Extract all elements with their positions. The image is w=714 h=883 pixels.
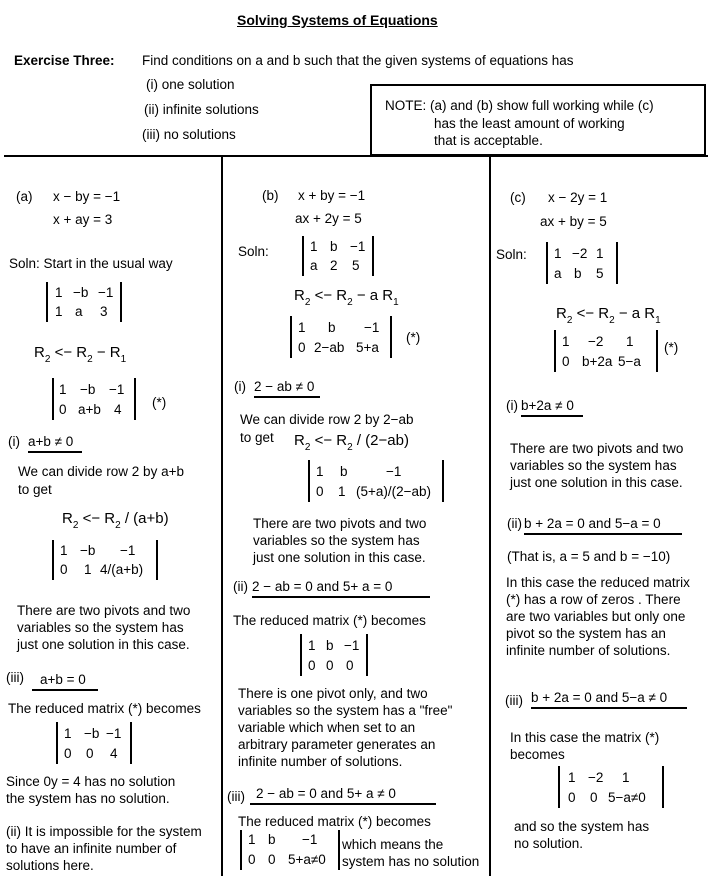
col-c-matrix-augmented: [546, 242, 618, 284]
col-b-eq2: ax + 2y = 5: [295, 211, 362, 226]
matrix-cell: 1: [308, 638, 316, 653]
matrix-cell: −1: [386, 464, 402, 479]
col-c-case1-concl-2: variables so the system has: [510, 458, 677, 473]
matrix-cell: −1: [109, 382, 125, 397]
matrix-cell: 0: [326, 658, 334, 673]
col-b-case2-cond: 2 − ab = 0 and 5+ a = 0: [252, 579, 430, 598]
col-c-case3-concl-2: no solution.: [514, 836, 584, 851]
col-c-case2-concl-3: are two variables but only one: [506, 609, 686, 624]
col-c-case1-concl-1: There are two pivots and two: [510, 441, 684, 456]
matrix-cell: 5−a: [618, 354, 641, 369]
note-line-2: has the least amount of working: [434, 116, 625, 131]
matrix-cell: 0: [248, 852, 256, 867]
matrix-cell: b: [330, 239, 338, 254]
matrix-cell: 5: [596, 266, 604, 281]
matrix-cell: b: [268, 832, 276, 847]
matrix-cell: 1: [59, 382, 67, 397]
header-divider: [4, 155, 708, 157]
col-b-matrix-divided: [308, 460, 444, 502]
matrix-cell: 1: [64, 726, 72, 741]
matrix-cell: −b: [73, 285, 89, 300]
matrix-cell: 5: [352, 258, 360, 273]
matrix-cell: 0: [346, 658, 354, 673]
col-c-star: (*): [664, 340, 679, 355]
matrix-cell: 0: [316, 484, 324, 499]
matrix-cell: 3: [100, 304, 108, 319]
note-line-3: that is acceptable.: [434, 133, 543, 148]
matrix-cell: 1: [55, 285, 63, 300]
matrix-cell: 1: [84, 562, 92, 577]
col-b-case2-concl-1: There is one pivot only, and two: [238, 686, 428, 701]
matrix-cell: 1: [338, 484, 346, 499]
matrix-cell: 0: [268, 852, 276, 867]
col-b-case1-cond: 2 − ab ≠ 0: [254, 379, 320, 398]
col-c-soln: Soln:: [496, 247, 527, 262]
matrix-cell: 4: [114, 402, 122, 417]
matrix-cell: b: [340, 464, 348, 479]
matrix-cell: −1: [350, 239, 366, 254]
col-c-label: (c): [510, 190, 526, 205]
col-b-case3-concl-2: system has no solution: [342, 854, 480, 869]
matrix-cell: b: [326, 638, 334, 653]
col-c-eq2: ax + by = 5: [540, 214, 607, 229]
col-a-matrix-augmented: [46, 282, 122, 322]
matrix-cell: 5+a≠0: [288, 852, 326, 867]
col-c-case2-cond: b + 2a = 0 and 5−a = 0: [524, 516, 682, 535]
col-b-eq1: x + by = −1: [298, 188, 366, 203]
col-b-case1-concl-2: variables so the system has: [253, 533, 420, 548]
col-b-case2-concl-2: variables so the system has a "free": [238, 703, 453, 718]
matrix-cell: 1: [562, 334, 570, 349]
col-a-case3-num: (iii): [6, 670, 24, 685]
column-divider-2: [489, 156, 491, 876]
col-b-case1-text-1: We can divide row 2 by 2−ab: [240, 412, 414, 427]
col-b-matrix-augmented: [302, 236, 374, 276]
condition-no-solutions: (iii) no solutions: [142, 127, 236, 142]
col-b-case1-concl-3: just one solution in this case.: [253, 550, 426, 565]
col-a-matrix-case3: [56, 722, 132, 764]
matrix-cell: b: [328, 320, 336, 335]
matrix-cell: b+2a: [582, 354, 613, 369]
col-a-eq1: x − by = −1: [53, 189, 121, 204]
matrix-cell: 1: [626, 334, 634, 349]
matrix-cell: −2: [588, 770, 604, 785]
matrix-cell: −1: [106, 726, 122, 741]
col-a-label: (a): [16, 189, 33, 204]
col-a-case3-concl-1: Since 0y = 4 has no solution: [6, 774, 176, 789]
col-c-case1-cond: b+2a ≠ 0: [521, 398, 583, 417]
col-c-case3-concl-1: and so the system has: [514, 819, 650, 834]
page-title: Solving Systems of Equations: [237, 12, 438, 28]
matrix-cell: 1: [596, 246, 604, 261]
matrix-cell: 0: [568, 790, 576, 805]
col-c-case2-num: (ii): [507, 516, 522, 531]
matrix-cell: 0: [562, 354, 570, 369]
col-c-case2-concl-4: pivot so the system has an: [506, 626, 666, 641]
matrix-cell: 4/(a+b): [100, 562, 144, 577]
col-b-case2-text: The reduced matrix (*) becomes: [233, 613, 426, 628]
col-b-soln: Soln:: [238, 244, 269, 259]
matrix-cell: 2: [330, 258, 338, 273]
col-b-case2-concl-5: infinite number of solutions.: [238, 754, 403, 769]
col-c-eq1: x − 2y = 1: [548, 190, 608, 205]
matrix-cell: −2: [588, 334, 604, 349]
matrix-cell: −1: [364, 320, 380, 335]
col-c-matrix-reduced: [554, 330, 658, 372]
matrix-cell: 1: [55, 304, 63, 319]
col-b-case2-concl-3: variable which when set to an: [238, 720, 416, 735]
col-b-case1-num: (i): [234, 379, 246, 394]
col-b-label: (b): [262, 188, 279, 203]
col-a-soln: Soln: Start in the usual way: [9, 256, 173, 271]
matrix-cell: 2−ab: [314, 340, 345, 355]
matrix-cell: b: [574, 266, 582, 281]
col-a-case1-concl-3: just one solution in this case.: [17, 637, 190, 652]
col-b-case3-cond: 2 − ab = 0 and 5+ a ≠ 0: [250, 786, 436, 805]
matrix-cell: −b: [80, 382, 96, 397]
matrix-cell: 0: [64, 746, 72, 761]
matrix-cell: 0: [308, 658, 316, 673]
col-c-case2-concl-5: infinite number of solutions.: [506, 643, 671, 658]
col-b-case3-text: The reduced matrix (*) becomes: [238, 814, 431, 829]
col-b-case2-num: (ii): [233, 579, 248, 594]
col-a-case3-cond: a+b = 0: [32, 672, 98, 691]
col-a-case1-concl-1: There are two pivots and two: [17, 603, 191, 618]
col-a-case3-text: The reduced matrix (*) becomes: [8, 701, 201, 716]
matrix-cell: 4: [110, 746, 118, 761]
col-a-row-op-2: $R_2 <- R_2 / (a+b)$: [62, 510, 169, 531]
col-c-case2-concl-1: In this case the reduced matrix: [506, 575, 690, 590]
matrix-cell: 5−a≠0: [608, 790, 646, 805]
col-b-matrix-case2: [300, 634, 368, 676]
col-a-case1-num: (i): [8, 434, 20, 449]
col-c-case2-concl-2: (*) has a row of zeros . There: [506, 592, 681, 607]
col-a-case1-text-2: to get: [18, 482, 52, 497]
matrix-cell: 1: [554, 246, 562, 261]
col-b-row-op-2: $R_2 <- R_2 / (2-ab)$: [294, 432, 409, 453]
col-a-matrix-divided: [52, 540, 158, 580]
col-c-case3-num: (iii): [505, 693, 523, 708]
matrix-cell: 1: [60, 543, 68, 558]
col-c-case3-cond: b + 2a = 0 and 5−a ≠ 0: [531, 690, 687, 709]
matrix-cell: (5+a)/(2−ab): [356, 484, 432, 499]
col-c-case3-text-1: In this case the matrix (*): [510, 730, 660, 745]
col-a-case1-concl-2: variables so the system has: [17, 620, 184, 635]
col-c-matrix-case3: [558, 766, 664, 808]
col-b-case3-concl-1: which means the: [342, 837, 444, 852]
col-b-matrix-reduced: [290, 316, 392, 358]
matrix-cell: 0: [60, 562, 68, 577]
col-b-case3-num: (iii): [227, 789, 245, 804]
matrix-cell: 1: [310, 239, 318, 254]
matrix-cell: 0: [590, 790, 598, 805]
matrix-cell: −1: [120, 543, 136, 558]
col-a-case1-cond: a+b ≠ 0: [28, 434, 82, 453]
matrix-cell: 1: [622, 770, 630, 785]
matrix-cell: 0: [298, 340, 306, 355]
col-a-case1-text-1: We can divide row 2 by a+b: [18, 464, 184, 479]
condition-infinite-solutions: (ii) infinite solutions: [144, 102, 259, 117]
col-a-case2-text-3: solutions here.: [6, 858, 94, 873]
matrix-cell: a: [75, 304, 83, 319]
matrix-cell: 1: [568, 770, 576, 785]
col-c-case3-text-2: becomes: [510, 747, 565, 762]
col-a-case2-text-2: to have an infinite number of: [6, 841, 177, 856]
col-a-case2-text-1: (ii) It is impossible for the system: [6, 824, 202, 839]
matrix-cell: a: [554, 266, 562, 281]
condition-one-solution: (i) one solution: [146, 77, 235, 92]
column-divider-1: [221, 156, 223, 876]
col-c-row-op: $R_2 <- R_2 - a$ $R_1$: [556, 305, 661, 326]
col-a-case3-concl-2: the system has no solution.: [6, 791, 170, 806]
matrix-cell: −1: [344, 638, 360, 653]
matrix-cell: 5+a: [356, 340, 379, 355]
matrix-cell: 0: [86, 746, 94, 761]
matrix-cell: −1: [302, 832, 318, 847]
matrix-cell: −b: [84, 726, 100, 741]
matrix-cell: −b: [80, 543, 96, 558]
matrix-cell: 1: [298, 320, 306, 335]
exercise-label: Exercise Three:: [14, 53, 115, 68]
col-b-row-op: $R_2 <- R_2 - a$ $R_1$: [294, 287, 399, 308]
matrix-cell: 1: [248, 832, 256, 847]
col-b-matrix-case3: [240, 830, 340, 870]
matrix-cell: −2: [572, 246, 588, 261]
col-a-matrix-reduced: [52, 378, 136, 420]
col-a-row-op: $R_2 <- R_2 - R_1$: [34, 344, 127, 365]
col-b-star: (*): [406, 330, 421, 345]
matrix-cell: −1: [98, 285, 114, 300]
col-c-case1-concl-3: just one solution in this case.: [510, 475, 683, 490]
col-a-star: (*): [152, 395, 167, 410]
col-b-case2-concl-4: arbitrary parameter generates an: [238, 737, 436, 752]
col-b-case1-concl-1: There are two pivots and two: [253, 516, 427, 531]
col-c-case1-num: (i): [506, 398, 518, 413]
matrix-cell: a: [310, 258, 318, 273]
col-b-case1-text-2: to get: [240, 430, 274, 445]
exercise-prompt: Find conditions on a and b such that the given systems of equations has: [142, 53, 574, 68]
matrix-cell: a+b: [78, 402, 101, 417]
matrix-cell: 0: [59, 402, 67, 417]
note-line-1: NOTE: (a) and (b) show full working while (c): [385, 98, 654, 113]
col-a-eq2: x + ay = 3: [53, 212, 113, 227]
col-c-case2-paren: (That is, a = 5 and b = −10): [507, 549, 671, 564]
matrix-cell: 1: [316, 464, 324, 479]
